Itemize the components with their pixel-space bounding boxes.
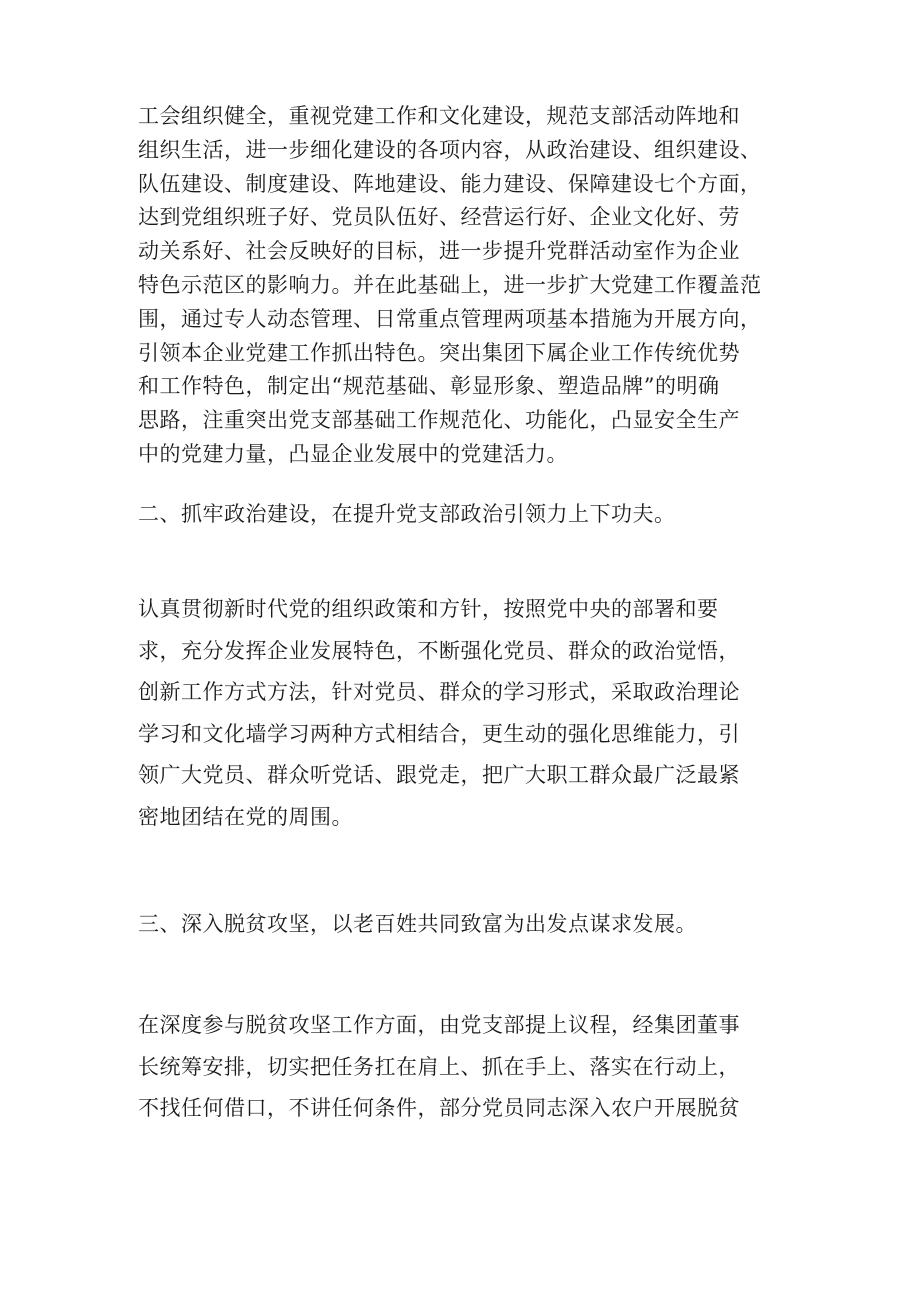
paragraph-party-building (138, 100, 762, 472)
text-line: 队伍建设、制度建设、阵地建设、能力建设、保障建设七个方面， (138, 171, 762, 196)
text-line: 思路，注重突出党支部基础工作规范化、功能化，凸显安全生产 (138, 408, 740, 433)
section-heading-political-construction (138, 497, 676, 531)
text-line: 特色示范区的影响力。并在此基础上，进一步扩大党建工作覆盖范 (138, 272, 762, 297)
text-line: 达到党组织班子好、党员队伍好、经营运行好、企业文化好、劳 (138, 205, 740, 230)
section-heading-poverty-alleviation (138, 907, 697, 941)
text-line: 认真贯彻新时代党的组织政策和方针，按照党中央的部署和要 (138, 597, 719, 621)
text-line: 密地团结在党的周围。 (138, 804, 353, 829)
text-line: 和工作特色，制定出“规范基础、彰显形象、塑造品牌”的明确 (138, 374, 720, 399)
text-line: 领广大党员、群众听党话、跟党走，把广大职工群众最广泛最紧 (138, 763, 740, 788)
text-line: 学习和文化墙学习两种方式相结合，更生动的强化思维能力，引 (138, 721, 740, 746)
text-line: 长统筹安排，切实把任务扛在肩上、抓在手上、落实在行动上， (138, 1054, 740, 1079)
heading-text: 二、抓牢政治建设，在提升党支部政治引领力上下功夫。 (138, 502, 676, 526)
text-line: 在深度参与脱贫攻坚工作方面，由党支部提上议程，经集团董事 (138, 1013, 740, 1037)
paragraph-political-construction (138, 589, 740, 839)
text-line: 动关系好、社会反映好的目标，进一步提升党群活动室作为企业 (138, 239, 740, 264)
text-line: 引领本企业党建工作抓出特色。突出集团下属企业工作传统优势 (138, 340, 740, 365)
text-line: 工会组织健全，重视党建工作和文化建设，规范支部活动阵地和 (138, 104, 740, 128)
text-line: 围，通过专人动态管理、日常重点管理两项基本措施为开展方向， (138, 306, 762, 331)
text-line: 不找任何借口，不讲任何条件，部分党员同志深入农户开展脱贫 (138, 1096, 740, 1121)
text-line: 中的党建力量，凸显企业发展中的党建活力。 (138, 441, 568, 466)
text-line: 求，充分发挥企业发展特色，不断强化党员、群众的政治觉悟， (138, 638, 740, 663)
paragraph-poverty-alleviation (138, 1005, 740, 1130)
text-line: 创新工作方式方法，针对党员、群众的学习形式，采取政治理论 (138, 680, 740, 705)
text-line: 组织生活，进一步细化建设的各项内容，从政治建设、组织建设、 (138, 137, 762, 162)
heading-text: 三、深入脱贫攻坚，以老百姓共同致富为出发点谋求发展。 (138, 912, 697, 936)
